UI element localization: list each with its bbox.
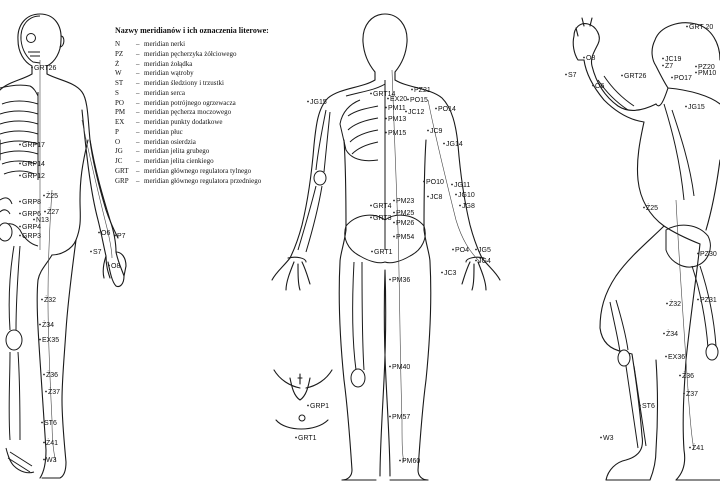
legend-name: meridian nerki xyxy=(144,40,186,48)
point-label: PM57 xyxy=(392,414,411,421)
point-label: PM54 xyxy=(396,234,415,241)
point-label: ST6 xyxy=(642,403,655,410)
point-label: JG10 xyxy=(458,192,475,199)
acupoint-dot xyxy=(663,333,665,335)
point-label: Ż34 xyxy=(42,322,55,329)
point-label: PM60 xyxy=(402,458,421,465)
legend-dash: – xyxy=(136,79,140,87)
side-point-labels xyxy=(568,24,717,452)
point-label: JG5 xyxy=(478,247,491,254)
point-label: PZ31 xyxy=(700,297,717,304)
point-label: PO14 xyxy=(438,106,456,113)
legend-item xyxy=(115,60,315,70)
acupoint-dot xyxy=(666,303,668,305)
legend-code: GRP xyxy=(115,176,129,185)
point-label: Ż41 xyxy=(46,440,59,447)
acupoint-dot xyxy=(19,235,21,237)
legend-item xyxy=(115,40,315,50)
acupoint-dot xyxy=(307,405,309,407)
point-label: EX20 xyxy=(390,96,408,103)
detail-inset xyxy=(274,370,332,429)
acupoint-dot xyxy=(683,393,685,395)
point-label: PZ30 xyxy=(700,251,717,258)
point-label: GRT3 xyxy=(373,215,392,222)
legend-code: PM xyxy=(115,108,126,117)
acupoint-dot xyxy=(441,272,443,274)
point-label: Ż41 xyxy=(692,445,705,452)
point-label: GRT26 xyxy=(34,65,57,72)
point-label: PM40 xyxy=(392,364,411,371)
acupoint-dot xyxy=(295,437,297,439)
legend-item xyxy=(115,128,315,138)
acupoint-dot xyxy=(685,106,687,108)
acupoint-dot xyxy=(19,226,21,228)
acupoint-dot xyxy=(19,163,21,165)
acupoint-dot xyxy=(621,75,623,77)
point-label: O6 xyxy=(595,83,605,90)
acupoint-dot xyxy=(407,99,409,101)
point-label: PM36 xyxy=(392,277,411,284)
acupoint-dot xyxy=(686,26,688,28)
acupoint-dot xyxy=(427,130,429,132)
front-skull-eye xyxy=(27,34,36,43)
acupoint-dot xyxy=(393,200,395,202)
acupoint-dot xyxy=(639,405,641,407)
point-label: JG11 xyxy=(454,182,471,189)
acupoint-dot xyxy=(39,339,41,341)
legend-name: meridian jelita grubego xyxy=(144,147,210,156)
legend-title: Nazwy meridianów i ich oznaczenia literowe: xyxy=(115,26,269,35)
legend-name: meridian śledziony i trzustki xyxy=(144,79,224,87)
point-label: PM11 xyxy=(388,105,406,112)
point-label: JC8 xyxy=(430,194,443,201)
legend-code: JG xyxy=(115,147,123,156)
point-label: Ż34 xyxy=(666,331,679,338)
back-head xyxy=(363,14,407,80)
acupoint-dot xyxy=(451,184,453,186)
acupoint-dot xyxy=(643,207,645,209)
legend-name: meridian pęcherzyka żółciowego xyxy=(144,49,237,58)
point-label: W3 xyxy=(603,435,614,442)
point-label: GRT1 xyxy=(374,249,393,256)
legend-name: meridian jelita cienkiego xyxy=(144,157,214,165)
acupoint-dot xyxy=(459,205,461,207)
acupoint-dot xyxy=(583,57,585,59)
side-legs xyxy=(600,226,720,480)
acupoint-dot xyxy=(45,391,47,393)
legend-dash: – xyxy=(136,157,140,165)
point-label: Ż37 xyxy=(48,389,61,396)
acupoint-dot xyxy=(475,249,477,251)
point-label: Ż7 xyxy=(665,63,674,70)
legend-code: GRT xyxy=(115,166,129,175)
meridian-legend xyxy=(115,26,315,186)
point-label: ST6 xyxy=(44,420,57,427)
legend-dash: – xyxy=(136,118,140,126)
point-label: PM13 xyxy=(388,116,407,123)
legend-item xyxy=(115,138,315,148)
acupoint-dot xyxy=(565,74,567,76)
acupoint-dot xyxy=(600,437,602,439)
acupoint-dot xyxy=(671,77,673,79)
legend-name: meridian potrójnego ogrzewacza xyxy=(144,98,236,107)
legend-code: O xyxy=(115,137,121,146)
acupoint-dot xyxy=(33,219,35,221)
point-label: PM23 xyxy=(396,198,415,205)
acupoint-dot xyxy=(19,144,21,146)
acupoint-dot xyxy=(689,447,691,449)
point-label: GRP14 xyxy=(22,161,45,168)
point-label: O6 xyxy=(101,230,111,237)
point-label: O8 xyxy=(586,55,596,62)
legend-item xyxy=(115,99,315,109)
point-label: PO17 xyxy=(674,75,692,82)
legend-dash: – xyxy=(136,98,140,107)
point-label: Ż25 xyxy=(646,205,659,212)
acupoint-dot xyxy=(411,89,413,91)
point-label: Ż36 xyxy=(46,372,59,379)
legend-name: meridian osierdzia xyxy=(144,137,196,146)
point-label: GRP17 xyxy=(22,142,45,149)
legend-item xyxy=(115,69,315,79)
point-label: Ż36 xyxy=(682,373,695,380)
legend-item xyxy=(115,177,315,187)
point-label: P7 xyxy=(117,233,126,240)
legend-name: meridian żołądka xyxy=(144,59,193,68)
acupoint-dot xyxy=(697,299,699,301)
acupoint-dot xyxy=(385,132,387,134)
acupoint-dot xyxy=(44,211,46,213)
acupoint-dot xyxy=(43,195,45,197)
acupoint-dot xyxy=(662,65,664,67)
legend-name: meridian głównego regulatora tylnego xyxy=(144,166,252,175)
point-label: GRT4 xyxy=(373,203,392,210)
acupoint-dot xyxy=(43,374,45,376)
point-label: PO4 xyxy=(455,247,470,254)
acupoint-dot xyxy=(90,251,92,253)
acupoint-dot xyxy=(679,375,681,377)
front-arm-line xyxy=(82,120,112,258)
point-label: GRP1 xyxy=(310,403,330,410)
acupoint-dot xyxy=(399,460,401,462)
acupoint-dot xyxy=(19,201,21,203)
point-label: PO15 xyxy=(410,97,428,104)
legend-dash: – xyxy=(136,49,140,58)
back-bladder-line xyxy=(392,70,404,462)
legend-code: JC xyxy=(115,157,123,165)
legend-dash: – xyxy=(136,59,140,68)
point-label: GRP4 xyxy=(22,224,42,231)
acupoint-dot xyxy=(41,422,43,424)
point-label: PM25 xyxy=(396,210,415,217)
acupoint-dot xyxy=(695,72,697,74)
legend-item xyxy=(115,167,315,177)
legend-item xyxy=(115,50,315,60)
legend-item xyxy=(115,108,315,118)
acupoint-dot xyxy=(389,416,391,418)
acupoint-dot xyxy=(443,143,445,145)
point-label: Ż27 xyxy=(47,209,60,216)
legend-name: meridian punkty dodatkowe xyxy=(144,118,223,126)
legend-code: W xyxy=(115,69,122,78)
legend-code: Ż xyxy=(115,59,120,68)
point-label: GRT14 xyxy=(373,91,396,98)
legend-name: meridian pęcherza moczowego xyxy=(144,108,232,117)
legend-dash: – xyxy=(136,147,140,156)
acupoint-dot xyxy=(393,222,395,224)
acupoint-dot xyxy=(385,107,387,109)
legend-name: meridian serca xyxy=(144,88,186,97)
legend-dash: – xyxy=(136,108,140,117)
legend-item xyxy=(115,147,315,157)
point-label: O8 xyxy=(111,263,121,270)
point-label: JG8 xyxy=(462,203,475,210)
point-label: PZ20 xyxy=(698,64,715,71)
legend-list xyxy=(115,40,315,186)
acupoint-dot xyxy=(695,66,697,68)
point-label: JG15 xyxy=(310,99,327,106)
point-label: EX35 xyxy=(42,337,60,344)
point-label: PM26 xyxy=(396,220,415,227)
legend-name: meridian wątroby xyxy=(144,69,194,78)
legend-name: meridian głównego regulatora przedniego xyxy=(144,176,262,185)
acupoint-dot xyxy=(393,236,395,238)
legend-dash: – xyxy=(136,69,140,78)
legend-code: N xyxy=(115,40,121,48)
point-label: GRP3 xyxy=(22,233,42,240)
point-label: PM15 xyxy=(388,130,407,137)
point-label: W3 xyxy=(46,457,57,464)
side-skeleton xyxy=(598,76,718,448)
point-label: GRP8 xyxy=(22,199,42,206)
back-left-hand xyxy=(272,257,310,290)
acupoint-dot xyxy=(452,249,454,251)
point-label: GRT 20 xyxy=(689,24,714,31)
legend-dash: – xyxy=(136,88,140,97)
point-label: PZ21 xyxy=(414,87,431,94)
acupoint-dot xyxy=(455,194,457,196)
point-label: JC19 xyxy=(665,56,682,63)
acupoint-dot xyxy=(592,85,594,87)
acupoint-dot xyxy=(662,58,664,60)
point-label: JC9 xyxy=(430,128,443,135)
acupoint-dot xyxy=(370,205,372,207)
acupoint-dot xyxy=(114,235,116,237)
point-label: JC3 xyxy=(444,270,457,277)
legend-dash: – xyxy=(136,127,140,136)
acupoint-dot xyxy=(435,108,437,110)
acupoint-dot xyxy=(475,260,477,262)
point-label: Ż25 xyxy=(46,193,59,200)
acupoint-dot xyxy=(385,118,387,120)
legend-dash: – xyxy=(136,137,140,146)
point-label: GRT26 xyxy=(624,73,647,80)
point-label: GRP12 xyxy=(22,173,45,180)
point-label: S7 xyxy=(93,249,102,256)
acupoint-dot xyxy=(43,442,45,444)
acupoint-dot xyxy=(39,324,41,326)
acupoint-dot xyxy=(427,196,429,198)
legend-dash: – xyxy=(136,40,140,48)
legend-item xyxy=(115,118,315,128)
legend-code: ST xyxy=(115,79,124,87)
point-label: N13 xyxy=(36,217,49,224)
acupoint-dot xyxy=(31,67,33,69)
acupoint-dot xyxy=(665,356,667,358)
acupoint-dot xyxy=(19,213,21,215)
legend-item xyxy=(115,89,315,99)
front-skull-jaw xyxy=(28,52,40,56)
acupoint-dot xyxy=(370,217,372,219)
legend-dash: – xyxy=(136,176,140,185)
point-label: JG14 xyxy=(446,141,463,148)
point-label: EX36 xyxy=(668,354,686,361)
point-label: Ż32 xyxy=(44,297,57,304)
point-label: Ż32 xyxy=(669,301,682,308)
acupoint-dot xyxy=(389,366,391,368)
point-label: JG4 xyxy=(478,258,491,265)
acupoint-dot xyxy=(98,232,100,234)
acupoint-dot xyxy=(389,279,391,281)
acupoint-dot xyxy=(43,459,45,461)
point-label: S7 xyxy=(568,72,577,79)
acupoint-dot xyxy=(108,265,110,267)
legend-name: meridian płuc xyxy=(144,127,183,136)
point-label: GRT1 xyxy=(298,435,317,442)
legend-item xyxy=(115,79,315,89)
acupoint-dot xyxy=(423,181,425,183)
point-label: JC12 xyxy=(408,109,425,116)
legend-code: EX xyxy=(115,118,125,126)
legend-code: PO xyxy=(115,98,124,107)
point-label: Ż37 xyxy=(686,391,699,398)
legend-code: PZ xyxy=(115,49,124,58)
acupoint-dot xyxy=(393,212,395,214)
legend-code: P xyxy=(115,127,119,136)
acupoint-dot xyxy=(41,299,43,301)
point-label: PM10 xyxy=(698,70,717,77)
point-label: GRP6 xyxy=(22,211,42,218)
point-label: PO10 xyxy=(426,179,444,186)
acupoint-dot xyxy=(697,253,699,255)
point-label: JG15 xyxy=(688,104,705,111)
front-figure xyxy=(0,14,126,478)
legend-item xyxy=(115,157,315,167)
acupoint-dot xyxy=(19,175,21,177)
acupoint-dot xyxy=(371,251,373,253)
legend-code: S xyxy=(115,88,119,97)
acupoint-dot xyxy=(370,93,372,95)
legend-dash: – xyxy=(136,166,140,175)
